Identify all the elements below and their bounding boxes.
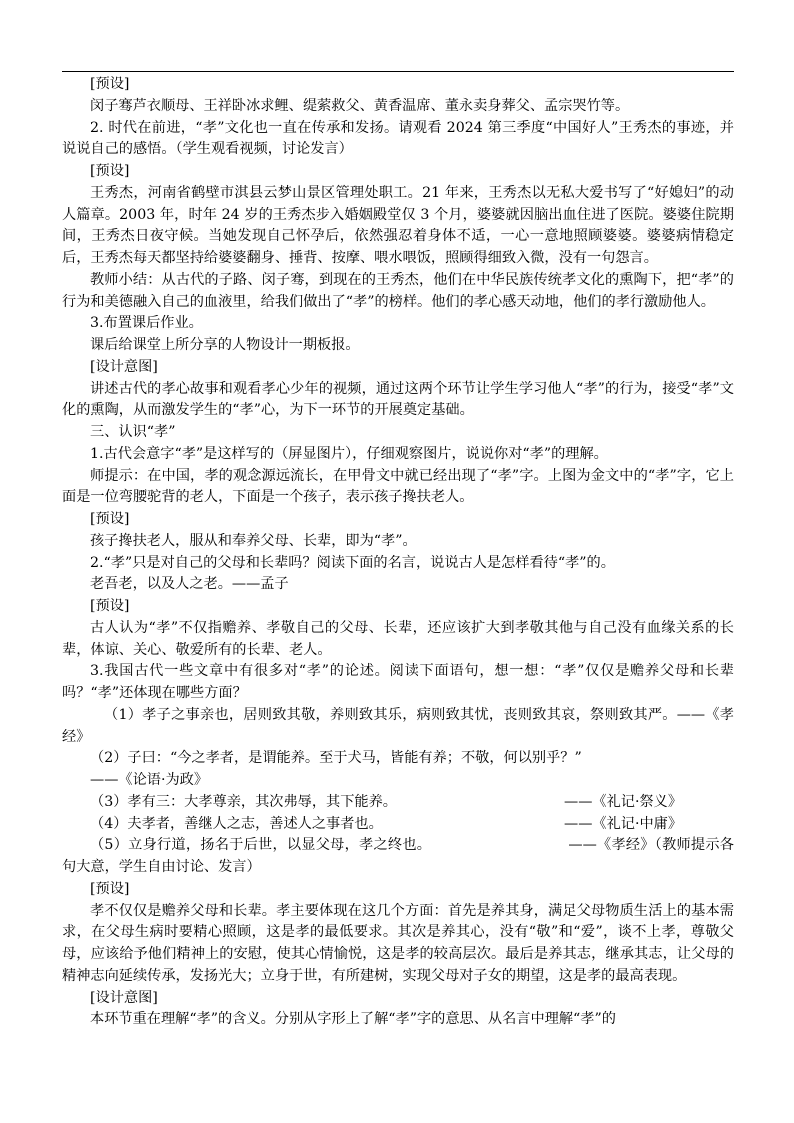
paragraph: 2.“孝”只是对自己的父母和长辈吗？阅读下面的名言，说说古人是怎样看待“孝”的。 <box>90 554 615 571</box>
paragraph: 三、认识“孝” <box>90 424 176 440</box>
paragraph: 课后给课堂上所分享的人物设计一期板报。 <box>90 337 360 353</box>
paragraph: （1）孝子之事亲也，居则致其敬，养则致其乐，病则致其忧，丧则致其哀，祭则致其严。——《孝经》 <box>62 706 734 745</box>
document-body <box>62 74 734 1031</box>
paragraph: 讲述古代的孝心故事和观看孝心少年的视频，通过这两个环节让学生学习他人“孝”的行为，接受“孝”文化的熏陶，从而激发学生的“孝”心，为下一环节的开展奠定基础。 <box>62 380 734 419</box>
paragraph: 王秀杰，河南省鹤壁市淇县云梦山景区管理处职工。21 年来，王秀杰以无私大爱书写了“好媳妇”的动人篇章。2003 年，时年 24 岁的王秀杰步入婚姻殿堂仅 3 个月，婆婆就因脑出血住进了医院。婆婆住院期间，王秀杰日夜守候。当她发现自己怀孕后，依然强忍着身体不适，一心一意地照顾婆婆。婆婆病情稳定后，王秀杰每天都坚持给婆婆翻身、捶背、按摩、喂水喂饭，照顾得细致入微，没有一句怨言。 <box>62 184 734 266</box>
paragraph: [预设] <box>90 880 130 897</box>
paragraph: 本环节重在理解“孝”的含义。分别从字形上了解“孝”字的意思、从名言中理解“孝”的 <box>90 1011 616 1028</box>
paragraph: 教师小结：从古代的子路、闵子骞，到现在的王秀杰，他们在中华民族传统孝文化的熏陶下，把“孝”的行为和美德融入自己的血液里，给我们做出了“孝”的榜样。他们的孝心感天动地，他们的孝行激励他人。 <box>62 271 734 310</box>
citation-source: ——《礼记·祭义》 <box>564 793 683 810</box>
paragraph: 孩子搀扶老人，服从和奉养父母、长辈，即为“孝”。 <box>90 532 417 549</box>
paragraph: 2. 时代在前进，“孝”文化也一直在传承和发扬。请观看 2024 第三季度“中国好人”王秀杰的事迹，并说说自己的感悟。（学生观看视频，讨论发言） <box>62 119 734 158</box>
paragraph: 3.布置课后作业。 <box>90 315 203 332</box>
citation-line <box>62 792 734 814</box>
paragraph: [预设] <box>90 76 130 92</box>
citation-group <box>62 792 734 836</box>
paragraph: [设计意图] <box>90 989 158 1006</box>
paragraph: （2）子曰：“今之孝者，是谓能养。至于犬马，皆能有养；不敬，何以别乎？” <box>90 750 582 767</box>
paragraph: [设计意图] <box>90 358 158 375</box>
paragraph-group-1 <box>62 74 734 792</box>
citation-source: ——《礼记·中庸》 <box>564 815 683 832</box>
paragraph: 古人认为“孝”不仅指赡养、孝敬自己的父母、长辈，还应该扩大到孝敬其他与自己没有血缘关系的长辈，体谅、关心、敬爱所有的长辈、老人。 <box>62 619 734 658</box>
paragraph: （5）立身行道，扬名于后世，以显父母，孝之终也。 ——《孝经》（教师提示各句大意，学生自由讨论、发言） <box>62 837 734 875</box>
citation-line <box>62 814 734 836</box>
paragraph: [预设] <box>90 598 130 614</box>
paragraph: 孝不仅仅是赡养父母和长辈。孝主要体现在这几个方面：首先是养其身，满足父母物质生活上的基本需求，在父母生病时要精心照顾，这是孝的最低要求。其次是养其心，没有“敬”和“爱”，谈不上孝，尊敬父母，应该给予他们精神上的安慰，使其心情愉悦，这是孝的较高层次。最后是养其志，继承其志，让父母的精神志向延续传承，发扬光大；立身于世，有所建树，实现父母对子女的期望，这是孝的最高表现。 <box>62 902 734 984</box>
paragraph: ——《论语·为政》 <box>90 772 209 788</box>
citation-quote: （3）孝有三：大孝尊亲，其次弗辱，其下能养。 <box>90 793 397 810</box>
paragraph: [预设] <box>90 511 130 527</box>
paragraph: 师提示：在中国，孝的观念源远流长，在甲骨文中就已经出现了“孝”字。上图为金文中的“孝”字，它上面是一位弯腰驼背的老人，下面是一个孩子，表示孩子搀扶老人。 <box>62 467 734 506</box>
header-rule <box>62 71 734 72</box>
citation-quote: （4）夫孝者，善继人之志，善述人之事者也。 <box>90 815 383 832</box>
paragraph: 1.古代会意字“孝”是这样写的（屏显图片），仔细观察图片，说说你对“孝”的理解。 <box>90 445 608 462</box>
paragraph: 老吾老，以及人之老。——孟子 <box>90 576 289 593</box>
paragraph: [预设] <box>90 163 130 179</box>
paragraph: 闵子骞芦衣顺母、王祥卧冰求鲤、缇萦救父、黄香温席、董永卖身葬父、孟宗哭竹等。 <box>90 97 630 114</box>
paragraph-group-2 <box>62 835 734 1031</box>
paragraph: 3.我国古代一些文章中有很多对“孝”的论述。阅读下面语句，想一想：“孝”仅仅是赡养父母和长辈吗？“孝”还体现在哪些方面？ <box>62 663 734 701</box>
